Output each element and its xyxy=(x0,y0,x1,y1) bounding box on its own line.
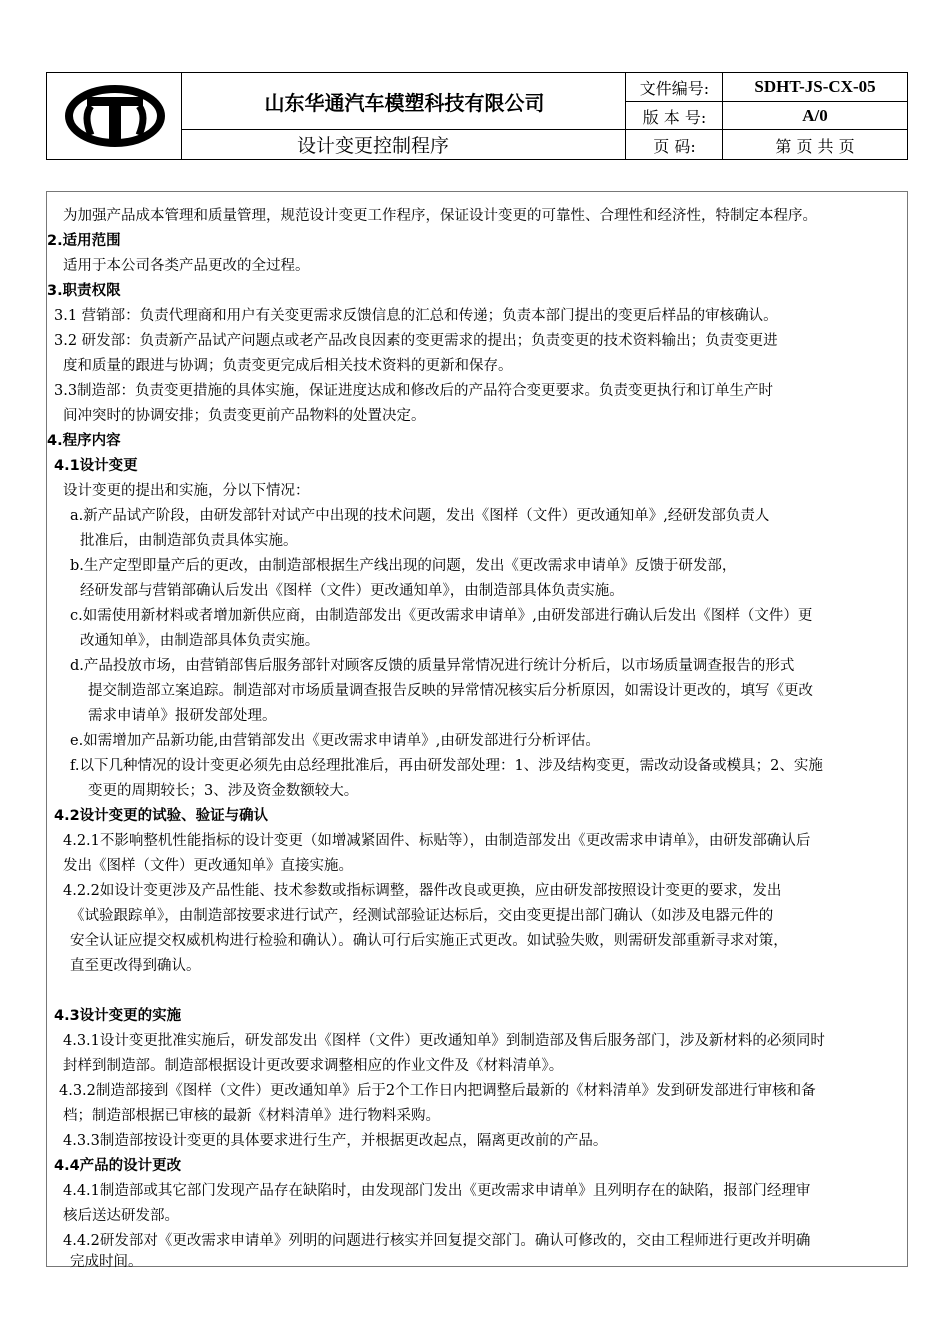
subsection-heading: 4.1设计变更 xyxy=(54,458,138,474)
paragraph-line: 完成时间。 xyxy=(70,1254,143,1270)
paragraph-line: 直至更改得到确认。 xyxy=(70,958,201,974)
list-item: e.如需增加产品新功能,由营销部发出《更改需求申请单》,由研发部进行分析评估。 xyxy=(70,733,600,749)
paragraph-line: 4.3.2制造部接到《图样（文件）更改通知单》后于2个工作日内把调整后最新的《材料清单》发到研发部进行审核和备 xyxy=(59,1083,816,1099)
list-item-continued: 经研发部与营销部确认后发出《图样（文件）更改通知单》，由制造部具体负责实施。 xyxy=(80,583,624,599)
paragraph-line: 发出《图样（文件）更改通知单》直接实施。 xyxy=(63,858,353,874)
paragraph-line: 封样到制造部。制造部根据设计更改要求调整相应的作业文件及《材料清单》。 xyxy=(63,1058,564,1074)
subsection-heading: 4.3设计变更的实施 xyxy=(54,1008,182,1024)
paragraph-line: 4.4.2研发部对《更改需求申请单》列明的问题进行核实并回复提交部门。确认可修改的，交由工程师进行更改并明确 xyxy=(63,1233,811,1249)
intro-paragraph: 为加强产品成本管理和质量管理，规范设计变更工作程序，保证设计变更的可靠性、合理性和经济性，特制定本程序。 xyxy=(63,208,817,224)
version-label: 版 本 号: xyxy=(642,107,707,127)
paragraph-line: 度和质量的跟进与协调；负责变更完成后相关技术资料的更新和保存。 xyxy=(63,358,513,374)
section-heading: 3.职责权限 xyxy=(47,283,121,299)
document-header-table xyxy=(46,72,908,160)
section-heading: 2.适用范围 xyxy=(47,233,121,249)
company-name: 山东华通汽车模塑科技有限公司 xyxy=(264,90,545,115)
paragraph-line: 适用于本公司各类产品更改的全过程。 xyxy=(63,258,310,274)
subsection-heading: 4.2设计变更的试验、验证与确认 xyxy=(54,808,269,824)
paragraph-line: 《试验跟踪单》，由制造部按要求进行试产，经测试部验证达标后，交由变更提出部门确认（如涉及电器元件的 xyxy=(70,908,774,924)
page-value: 第 页 共 页 xyxy=(775,136,855,156)
paragraph-line: 4.4.1制造部或其它部门发现产品存在缺陷时，由发现部门发出《更改需求申请单》且列明存在的缺陷，报部门经理审 xyxy=(63,1183,811,1199)
paragraph-line: 安全认证应提交权威机构进行检验和确认）。确认可行后实施正式更改。如试验失败，则需研发部重新寻求对策， xyxy=(70,933,788,949)
section-heading: 4.程序内容 xyxy=(47,433,121,449)
list-item: a.新产品试产阶段，由研发部针对试产中出现的技术问题，发出《图样（文件）更改通知单》,经研发部负责人 xyxy=(70,508,770,524)
paragraph-line: 4.3.1设计变更批准实施后，研发部发出《图样（文件）更改通知单》到制造部及售后服务部门，涉及新材料的必须同时 xyxy=(63,1033,825,1049)
paragraph-line: 核后送达研发部。 xyxy=(63,1208,179,1224)
list-item-continued: 提交制造部立案追踪。制造部对市场质量调查报告反映的异常情况核实后分析原因，如需设计更改的，填写《更改 xyxy=(88,683,813,699)
company-logo-icon xyxy=(47,73,182,159)
document-title: 设计变更控制程序 xyxy=(297,135,450,157)
paragraph-line: 3.1 营销部：负责代理商和用户有关变更需求反馈信息的汇总和传递；负责本部门提出的变更后样品的审核确认。 xyxy=(54,308,778,324)
paragraph-line: 档；制造部根据已审核的最新《材料清单》进行物料采购。 xyxy=(63,1108,440,1124)
list-item-continued: 批准后，由制造部负责具体实施。 xyxy=(80,533,298,549)
list-item: f.以下几种情况的设计变更必须先由总经理批准后，再由研发部处理：1、涉及结构变更，需改动设备或模具；2、实施 xyxy=(70,758,823,774)
list-item: d.产品投放市场，由营销部售后服务部针对顾客反馈的质量异常情况进行统计分析后，以市场质量调查报告的形式 xyxy=(70,658,795,674)
paragraph-line: 间冲突时的协调安排；负责变更前产品物料的处置决定。 xyxy=(63,408,426,424)
subsection-heading: 4.4产品的设计更改 xyxy=(54,1158,182,1174)
page-label: 页 码: xyxy=(653,136,696,156)
list-item-continued: 变更的周期较长；3、涉及资金数额较大。 xyxy=(88,783,359,799)
paragraph-line: 3.2 研发部：负责新产品试产问题点或老产品改良因素的变更需求的提出；负责变更的技术资料输出；负责变更进 xyxy=(54,333,778,349)
paragraph-line: 4.3.3制造部按设计变更的具体要求进行生产，并根据更改起点，隔离更改前的产品。 xyxy=(63,1133,608,1149)
paragraph-line: 设计变更的提出和实施，分以下情况： xyxy=(63,483,310,499)
version-value: A/0 xyxy=(802,106,828,125)
file-number-label: 文件编号: xyxy=(639,78,710,98)
list-item: b.生产定型即量产后的更改，由制造部根据生产线出现的问题，发出《更改需求申请单》反馈于研发部， xyxy=(70,558,737,574)
paragraph-line: 3.3制造部：负责变更措施的具体实施，保证进度达成和修改后的产品符合变更要求。负责变更执行和订单生产时 xyxy=(54,383,774,399)
list-item: c.如需使用新材料或者增加新供应商，由制造部发出《更改需求申请单》,由研发部进行确认后发出《图样（文件）更 xyxy=(70,608,813,624)
list-item-continued: 改通知单》，由制造部具体负责实施。 xyxy=(80,633,320,649)
file-number-value: SDHT-JS-CX-05 xyxy=(754,77,876,96)
paragraph-line: 4.2.1不影响整机性能指标的设计变更（如增减紧固件、标贴等），由制造部发出《更改需求申请单》，由研发部确认后 xyxy=(63,833,811,849)
list-item-continued: 需求申请单》报研发部处理。 xyxy=(88,708,277,724)
paragraph-line: 4.2.2如设计变更涉及产品性能、技术参数或指标调整，器件改良或更换，应由研发部按照设计变更的要求，发出 xyxy=(63,883,782,899)
